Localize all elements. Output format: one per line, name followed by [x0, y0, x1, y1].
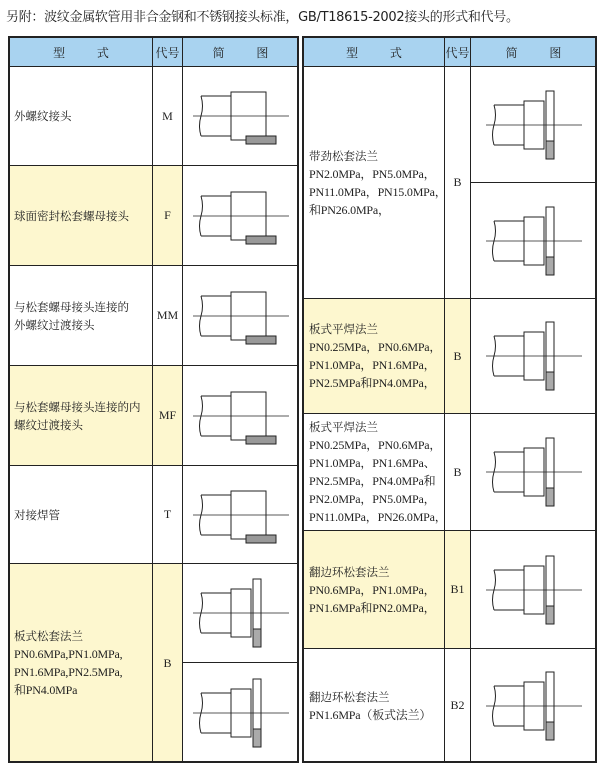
fitting-drawing [484, 432, 584, 512]
fitting-drawing [191, 376, 291, 456]
code-cell [444, 413, 471, 531]
header-type [303, 36, 445, 67]
cell-text: T [163, 507, 172, 521]
code-cell [152, 265, 183, 366]
drawing-cell [470, 648, 597, 763]
cell-text: MM [156, 308, 179, 322]
fitting-drawing [191, 573, 291, 653]
type-cell [8, 265, 153, 366]
drawing-cell [182, 365, 299, 466]
drawing-cell [182, 165, 299, 266]
fitting-drawing [484, 666, 584, 746]
header-image [182, 36, 299, 67]
drawing-cell [182, 662, 299, 763]
cell-text: M [162, 108, 173, 123]
header-code [152, 36, 183, 67]
cell-text: 简 图 [505, 45, 562, 60]
cell-text: 翻边环松套法兰 [309, 689, 390, 704]
cell-text: B [453, 175, 462, 189]
page-title: 另附：波纹金属软管用非合金钢和不锈钢接头标准，GB/T18615-2002接头的形式和代号。 [6, 10, 519, 25]
drawing-cell [182, 265, 299, 366]
cell-text: 型 式 [346, 45, 402, 60]
drawing-cell [470, 182, 597, 299]
fitting-drawing [191, 176, 291, 256]
fitting-drawing [191, 673, 291, 753]
drawing-cell [470, 530, 597, 649]
cell-text: B2 [450, 698, 465, 712]
type-cell [8, 563, 153, 763]
type-cell [303, 66, 445, 299]
type-cell [8, 165, 153, 266]
code-cell [152, 365, 183, 466]
cell-text: PN0.6MPa,PN1.0MPa, PN1.6MPa,PN2.5MPa, 和PN4.0MPa [14, 647, 123, 697]
fitting-drawing [191, 76, 291, 156]
code-cell [444, 298, 471, 414]
type-cell [303, 648, 445, 763]
cell-text: 板式松套法兰 [14, 629, 83, 643]
type-cell [303, 530, 445, 649]
code-cell [444, 66, 471, 299]
fitting-drawing [484, 316, 584, 396]
type-cell [8, 66, 153, 166]
cell-text: 代号 [155, 45, 180, 60]
fitting-drawing [484, 550, 584, 630]
code-cell [444, 648, 471, 763]
drawing-cell [182, 465, 299, 564]
code-cell [444, 530, 471, 649]
cell-text: PN0.25MPa，PN0.6MPa， PN1.0MPa，PN1.6MPa， PN2.5MPa和PN4.0MPa， [309, 340, 442, 390]
cell-text: B [453, 348, 462, 363]
drawing-cell [470, 298, 597, 414]
cell-text: 球面密封松套螺母接头 [14, 208, 129, 223]
code-cell [152, 165, 183, 266]
cell-text: PN1.6MPa（板式法兰） [309, 707, 432, 722]
cell-text: 翻边环松套法兰 [309, 564, 390, 579]
cell-text: 型 式 [53, 45, 109, 60]
drawing-cell [470, 413, 597, 531]
type-cell [303, 298, 445, 414]
cell-text: 对接焊管 [14, 507, 60, 522]
cell-text: 与松套螺母接头连接的 外螺纹过渡接头 [14, 299, 129, 332]
cell-text: PN2.0MPa，PN5.0MPa， PN11.0MPa，PN15.0MPa， 和PN26.0MPa， [309, 166, 447, 217]
cell-text: B [163, 655, 172, 670]
drawing-cell [182, 563, 299, 663]
cell-text: F [164, 208, 171, 222]
cell-text: 与松套螺母接头连接的内 螺纹过渡接头 [14, 399, 141, 432]
code-cell [152, 66, 183, 166]
cell-text: 简 图 [212, 45, 269, 60]
header-code [444, 36, 471, 67]
fitting-drawing [191, 475, 291, 555]
code-cell [152, 465, 183, 564]
header-type [8, 36, 154, 67]
cell-text: PN0.6MPa，PN1.0MPa， PN1.6MPa和PN2.0MPa， [309, 582, 436, 615]
type-cell [303, 413, 445, 531]
type-cell [8, 465, 153, 564]
header-image [470, 36, 597, 67]
cell-text: B1 [450, 582, 465, 596]
fitting-drawing [484, 201, 584, 281]
cell-text: PN0.25MPa，PN0.6MPa， PN1.0MPa，PN1.6MPa、 PN2.5MPa，PN4.0MPa和 PN2.0MPa，PN5.0MPa， PN11.0MPa，PN26.0MPa， [309, 438, 447, 524]
fitting-drawing [484, 85, 584, 165]
drawing-cell [470, 66, 597, 183]
fitting-drawing [191, 276, 291, 356]
code-cell [152, 563, 183, 763]
cell-text: B [453, 464, 462, 479]
drawing-cell [182, 66, 299, 166]
cell-text: MF [158, 408, 177, 422]
type-cell [8, 365, 153, 466]
cell-text: 代号 [445, 45, 470, 60]
cell-text: 外螺纹接头 [14, 109, 72, 123]
cell-text: 板式平焊法兰 [309, 420, 378, 434]
cell-text: 带劲松套法兰 [309, 148, 378, 163]
cell-text: 板式平焊法兰 [309, 322, 378, 336]
